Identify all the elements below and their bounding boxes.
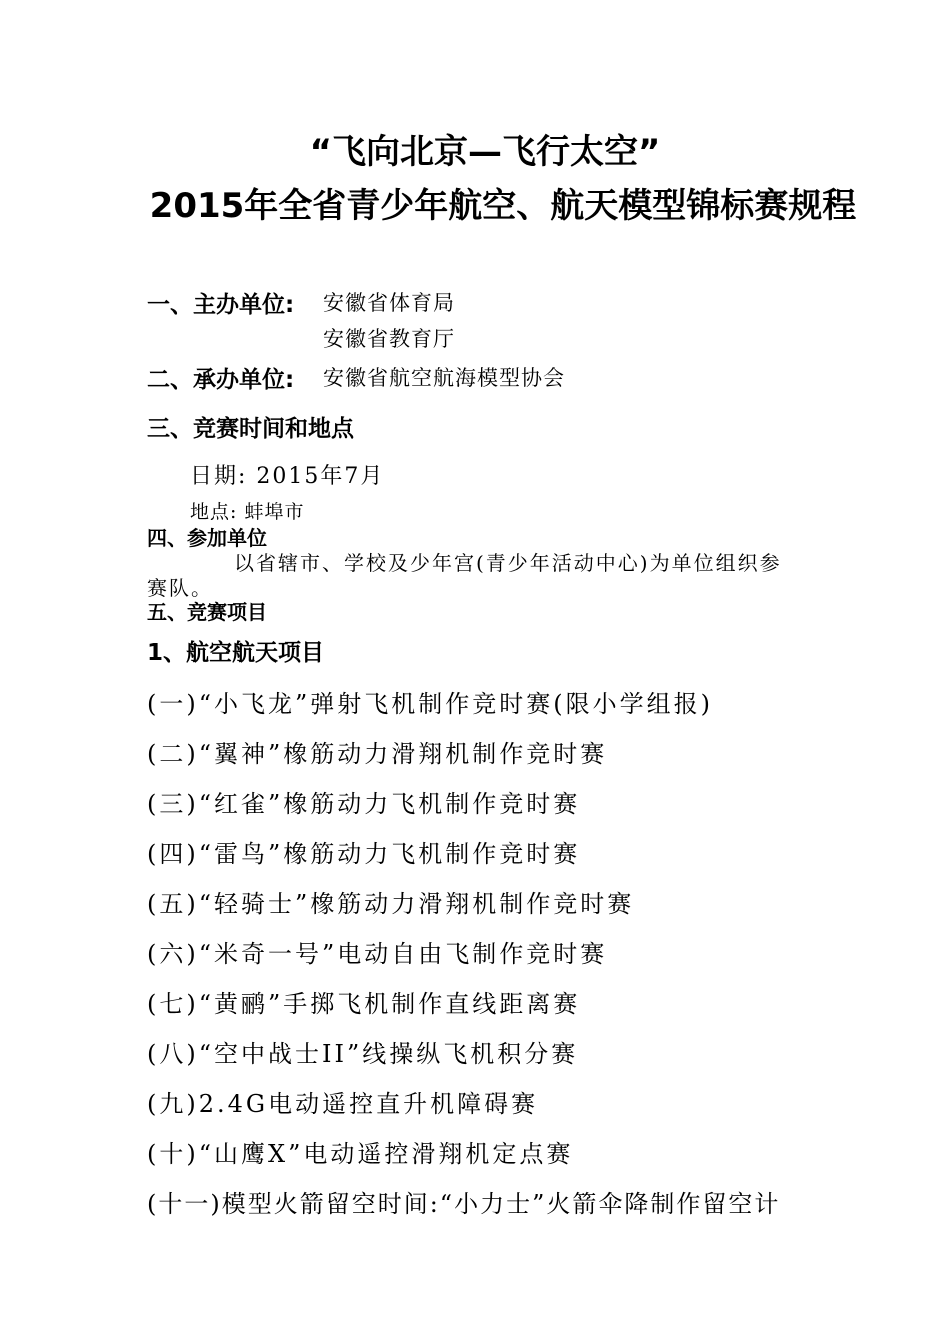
- section-events-label: 五、竞赛项目: [147, 600, 267, 624]
- event-item: (八)“空中战士II”线操纵飞机积分赛: [147, 1040, 579, 1068]
- organizer-value-2: 安徽省教育厅: [323, 327, 455, 351]
- place-text: 地点: 蚌埠市: [190, 501, 305, 523]
- event-item: (九)2.4G电动遥控直升机障碍赛: [147, 1090, 539, 1118]
- event-item: (十一)模型火箭留空时间:“小力士”火箭伞降制作留空计: [147, 1190, 781, 1218]
- organizer-value-1: 安徽省体育局: [323, 291, 455, 315]
- event-item: (七)“黄鹂”手掷飞机制作直线距离赛: [147, 990, 581, 1018]
- section-time-place-label: 三、竞赛时间和地点: [147, 416, 354, 442]
- event-item: (二)“翼神”橡筋动力滑翔机制作竞时赛: [147, 740, 608, 768]
- participants-text-line1: 以省辖市、学校及少年宫(青少年活动中心)为单位组织参: [234, 551, 782, 575]
- event-item: (一)“小飞龙”弹射飞机制作竞时赛(限小学组报): [147, 690, 713, 718]
- participants-text-line2: 赛队。: [147, 576, 213, 600]
- subsection-aero-label: 1、航空航天项目: [147, 640, 325, 666]
- document-title-line2: 2015年全省青少年航空、航天模型锦标赛规程: [149, 186, 857, 226]
- document-title-line1: “飞向北京—飞行太空”: [309, 132, 661, 172]
- event-item: (五)“轻骑士”橡筋动力滑翔机制作竞时赛: [147, 890, 635, 918]
- section-participants-label: 四、参加单位: [147, 526, 267, 550]
- section-organizer-label: 一、主办单位:: [147, 292, 295, 318]
- section-host-label: 二、承办单位:: [147, 367, 295, 393]
- event-item: (四)“雷鸟”橡筋动力飞机制作竞时赛: [147, 840, 581, 868]
- host-value: 安徽省航空航海模型协会: [323, 366, 565, 390]
- event-item: (十)“山鹰X”电动遥控滑翔机定点赛: [147, 1140, 574, 1168]
- date-text: 日期: 2015年7月: [190, 464, 385, 489]
- event-item: (三)“红雀”橡筋动力飞机制作竞时赛: [147, 790, 581, 818]
- event-item: (六)“米奇一号”电动自由飞制作竞时赛: [147, 940, 608, 968]
